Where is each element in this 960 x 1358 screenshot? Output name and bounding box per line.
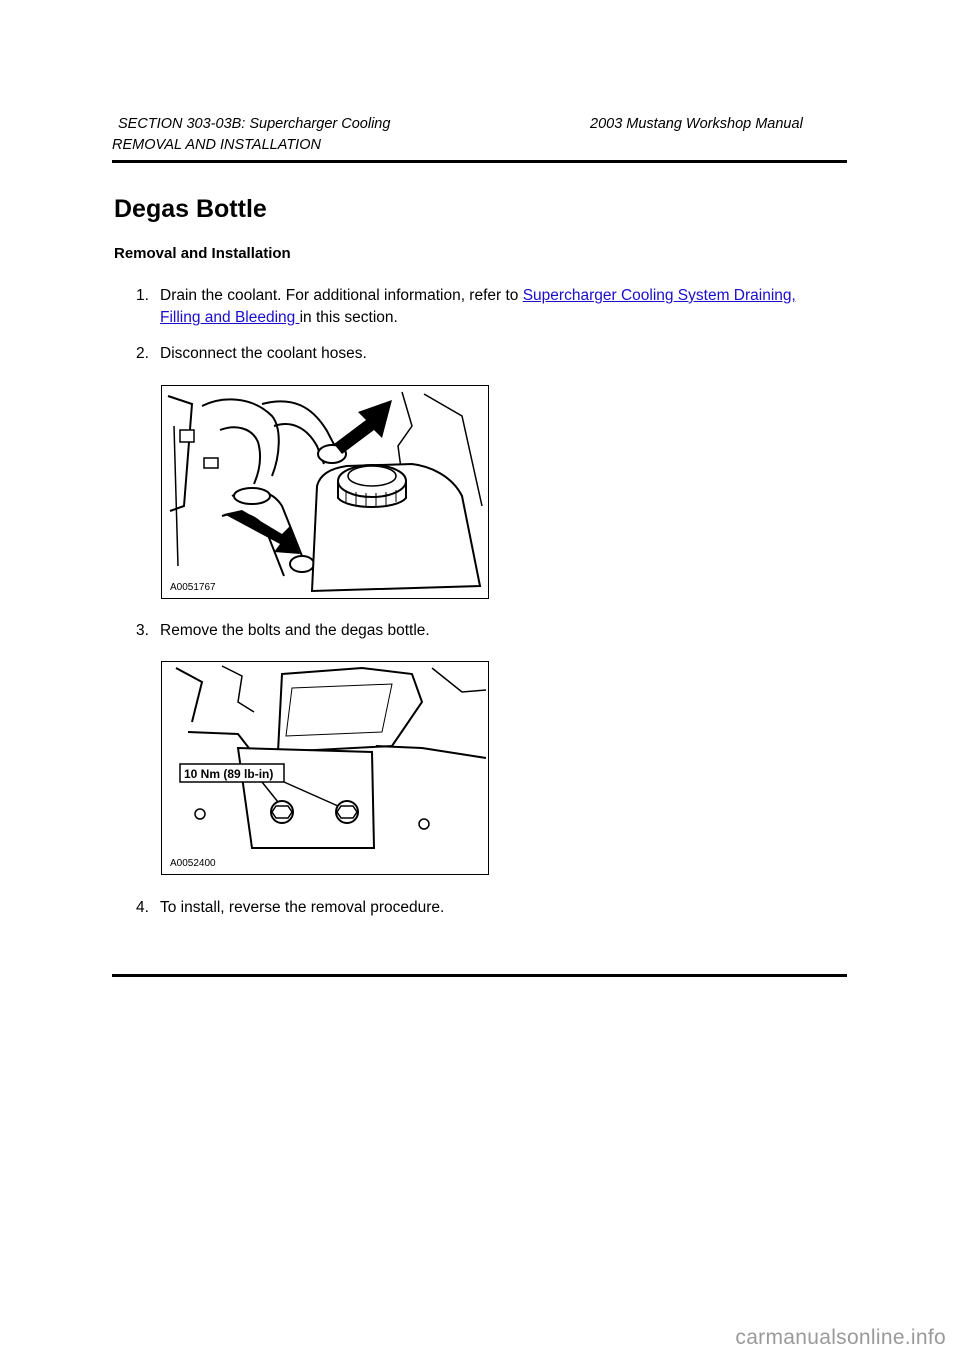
section-subtitle: Removal and Installation bbox=[114, 245, 291, 262]
step-2 bbox=[136, 343, 856, 367]
header-subheading: REMOVAL AND INSTALLATION bbox=[112, 137, 321, 153]
step-4 bbox=[136, 897, 856, 921]
figure-coolant-hoses bbox=[161, 385, 489, 599]
step-3 bbox=[136, 620, 856, 644]
torque-label: 10 Nm (89 lb-in) bbox=[184, 767, 274, 781]
step-1 bbox=[136, 285, 856, 333]
step-text: To install, reverse the removal procedure. bbox=[160, 899, 445, 916]
header-section-title: SECTION 303-03B: Supercharger Cooling bbox=[118, 116, 391, 132]
page-title: Degas Bottle bbox=[114, 195, 267, 223]
step-number: 1. bbox=[136, 287, 149, 304]
coolant-hoses-illustration bbox=[162, 386, 488, 598]
step-number: 3. bbox=[136, 622, 149, 639]
step-text-after: in this section. bbox=[299, 309, 398, 326]
step-text: Remove the bolts and the degas bottle. bbox=[160, 622, 430, 639]
header-divider bbox=[112, 160, 847, 163]
step-number: 2. bbox=[136, 345, 149, 362]
figure-id-label: A0051767 bbox=[170, 582, 216, 593]
degas-bottle-bolts-illustration bbox=[162, 662, 488, 874]
footer-divider bbox=[112, 974, 847, 977]
watermark: carmanualsonline.info bbox=[735, 1326, 946, 1349]
step-text-before: Drain the coolant. For additional information, refer to bbox=[160, 287, 523, 304]
figure-id-label: A0052400 bbox=[170, 858, 216, 869]
step-text bbox=[160, 285, 840, 329]
step-number: 4. bbox=[136, 899, 149, 916]
draining-filling-bleeding-link[interactable]: Supercharger Cooling System Draining, Filling and Bleeding bbox=[160, 287, 796, 326]
header-manual-title: 2003 Mustang Workshop Manual bbox=[590, 116, 803, 132]
figure-degas-bottle-bolts bbox=[161, 661, 489, 875]
step-text: Disconnect the coolant hoses. bbox=[160, 345, 367, 362]
